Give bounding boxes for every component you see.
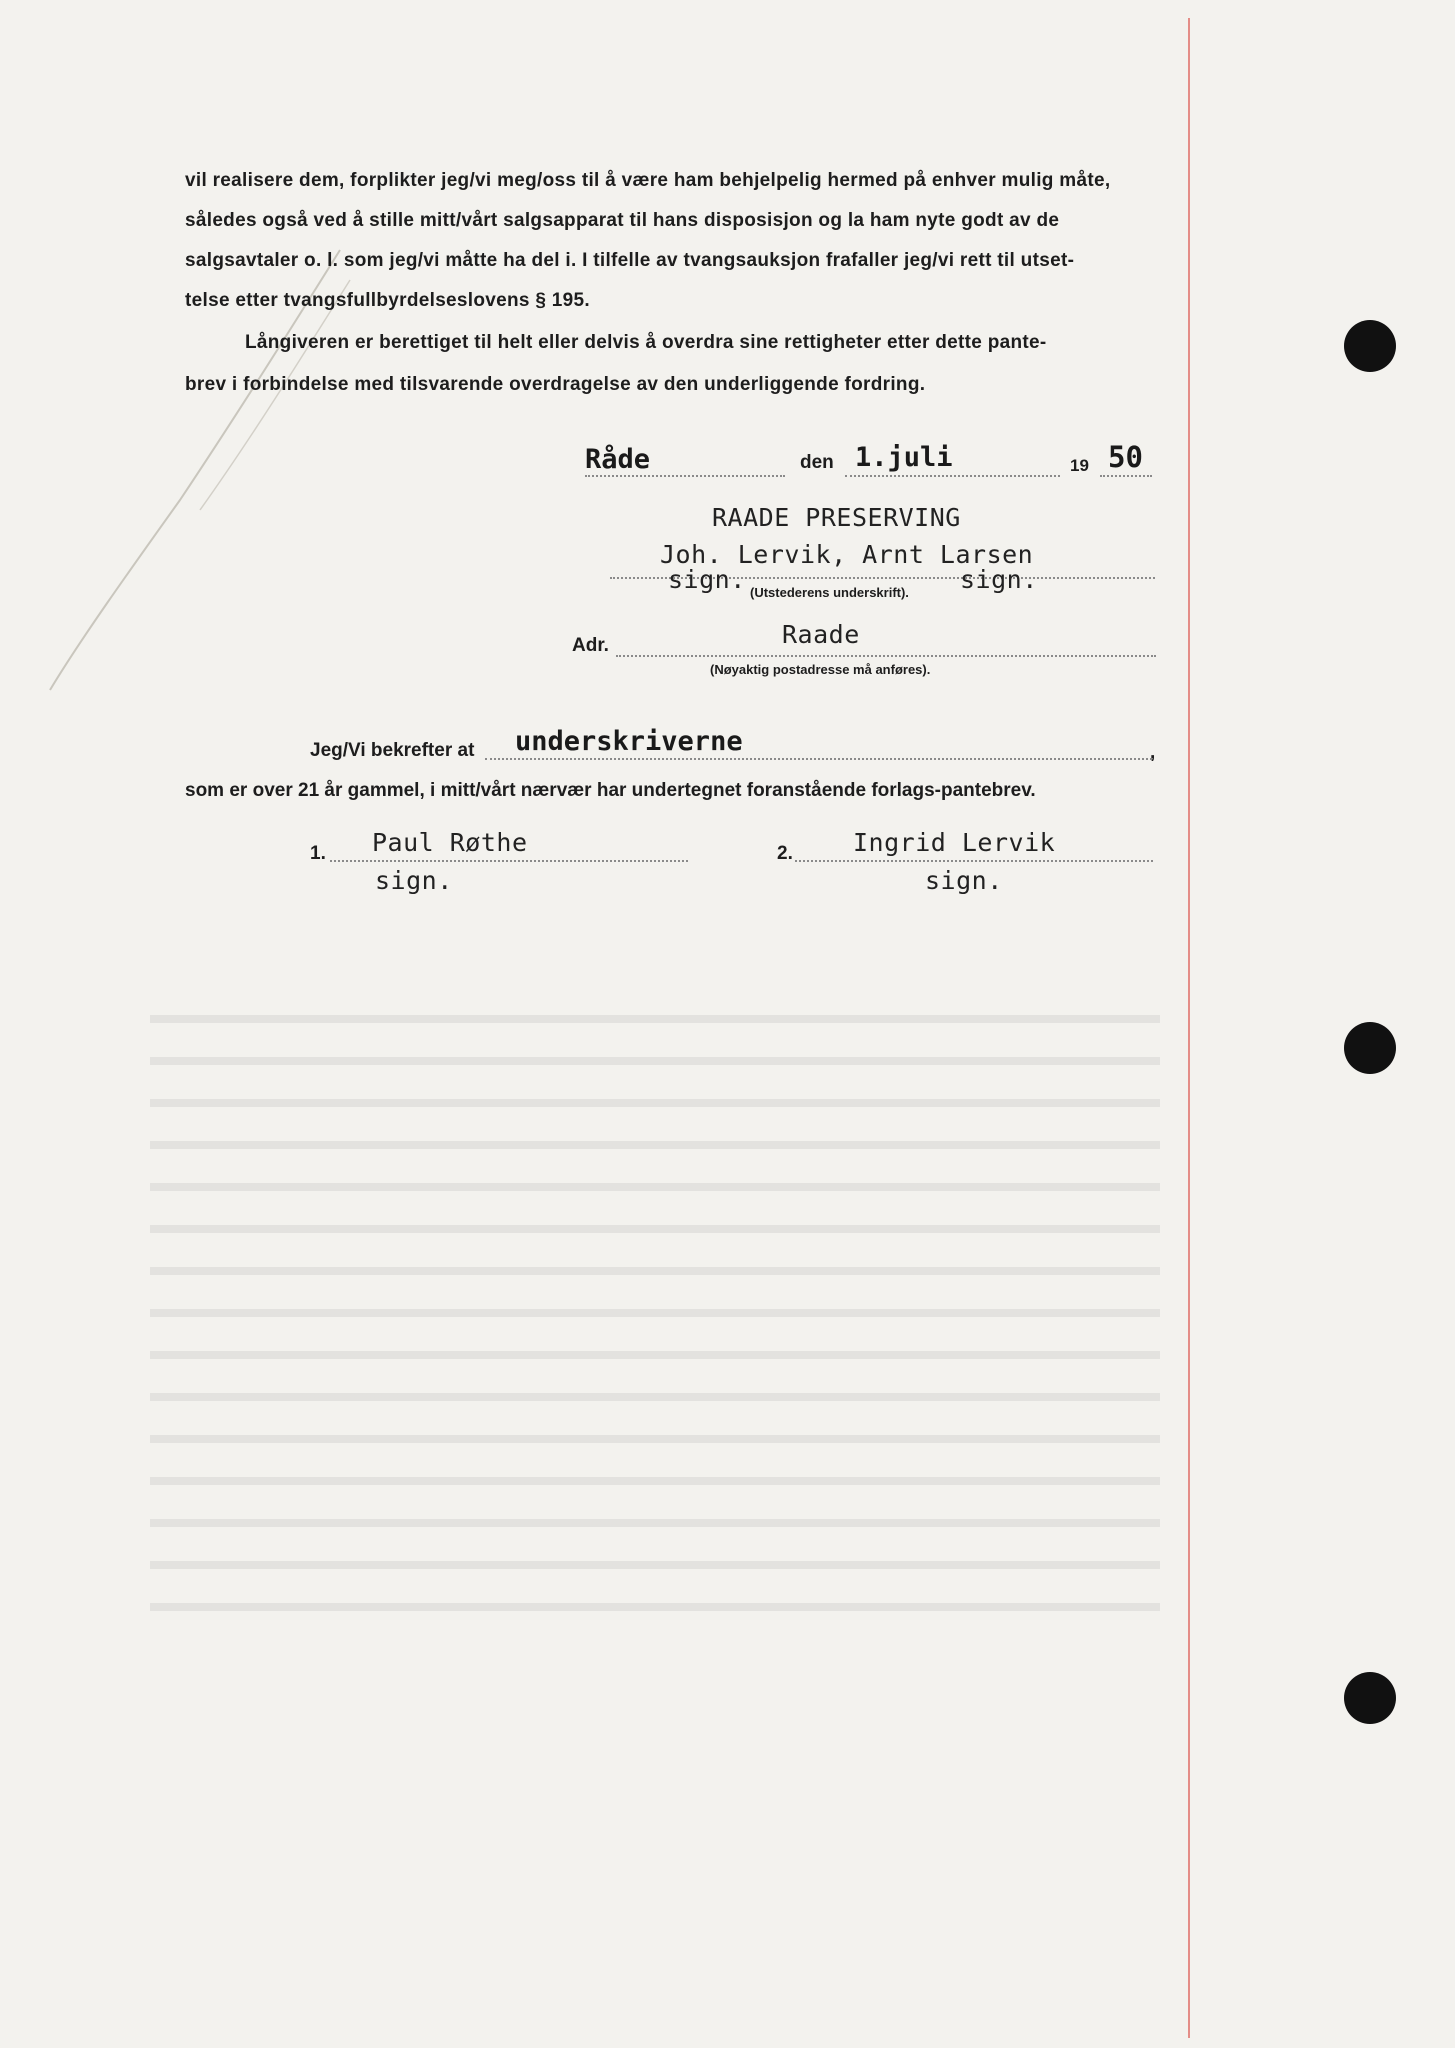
confirm-label: Jeg/Vi bekrefter at — [310, 740, 475, 761]
witness-2-number: 2. — [777, 843, 793, 864]
company-name: RAADE PRESERVING — [712, 503, 961, 532]
address-caption: (Nøyaktig postadresse må anføres). — [710, 662, 931, 677]
address-label: Adr. — [572, 635, 609, 656]
year-suffix: 50 — [1108, 440, 1143, 474]
place-dotted-line — [585, 475, 785, 477]
confirm-dotted-line — [485, 758, 1152, 760]
address-value: Raade — [782, 620, 860, 649]
witness-1-sign: sign. — [375, 866, 453, 895]
confirm-end: , — [1150, 742, 1156, 763]
text-line: således også ved å stille mitt/vårt salgsapparat til hans disposisjon og la ham nyte godt av de — [185, 210, 1060, 231]
issuer-names: Joh. Lervik, Arnt Larsen — [660, 540, 1034, 569]
text-line: telse etter tvangsfullbyrdelseslovens § 195. — [185, 290, 590, 311]
date-dotted-line — [845, 475, 1060, 477]
witness-1-name: Paul Røthe — [372, 828, 528, 857]
witness-2-name: Ingrid Lervik — [853, 828, 1056, 857]
witness-2-sign: sign. — [925, 866, 1003, 895]
text-line: Långiveren er berettiget til helt eller delvis å overdra sine rettigheter etter dette pante- — [245, 332, 1047, 353]
text-line: salgsavtaler o. l. som jeg/vi måtte ha del i. I tilfelle av tvangsauksjon frafaller jeg/vi rett til utset- — [185, 250, 1075, 271]
date-value: 1.juli — [855, 442, 953, 473]
year-prefix: 19 — [1070, 456, 1089, 475]
margin-line — [1188, 18, 1190, 2038]
punch-hole — [1344, 1672, 1396, 1724]
reverse-side-ghost-text — [150, 985, 1160, 1635]
issuer-sign-right: sign. — [960, 565, 1038, 594]
place-value: Råde — [585, 444, 651, 475]
issuer-sign-left: sign. — [668, 565, 746, 594]
witness-2-line — [795, 860, 1153, 862]
date-label: den — [800, 452, 834, 473]
witness-1-line — [330, 860, 688, 862]
confirm-value: underskriverne — [515, 726, 743, 757]
confirm-statement: som er over 21 år gammel, i mitt/vårt nærvær har undertegnet foranstående forlags-pantebrev. — [185, 780, 1036, 801]
text-line: brev i forbindelse med tilsvarende overdragelse av den underliggende fordring. — [185, 374, 926, 395]
address-dotted-line — [616, 655, 1156, 657]
text-line: vil realisere dem, forplikter jeg/vi meg/oss til å være ham behjelpelig hermed på enhver mulig måte, — [185, 170, 1111, 191]
punch-hole — [1344, 320, 1396, 372]
punch-hole — [1344, 1022, 1396, 1074]
year-dotted-line — [1100, 475, 1152, 477]
issuer-signature-caption: (Utstederens underskrift). — [750, 585, 909, 600]
witness-1-number: 1. — [310, 843, 326, 864]
